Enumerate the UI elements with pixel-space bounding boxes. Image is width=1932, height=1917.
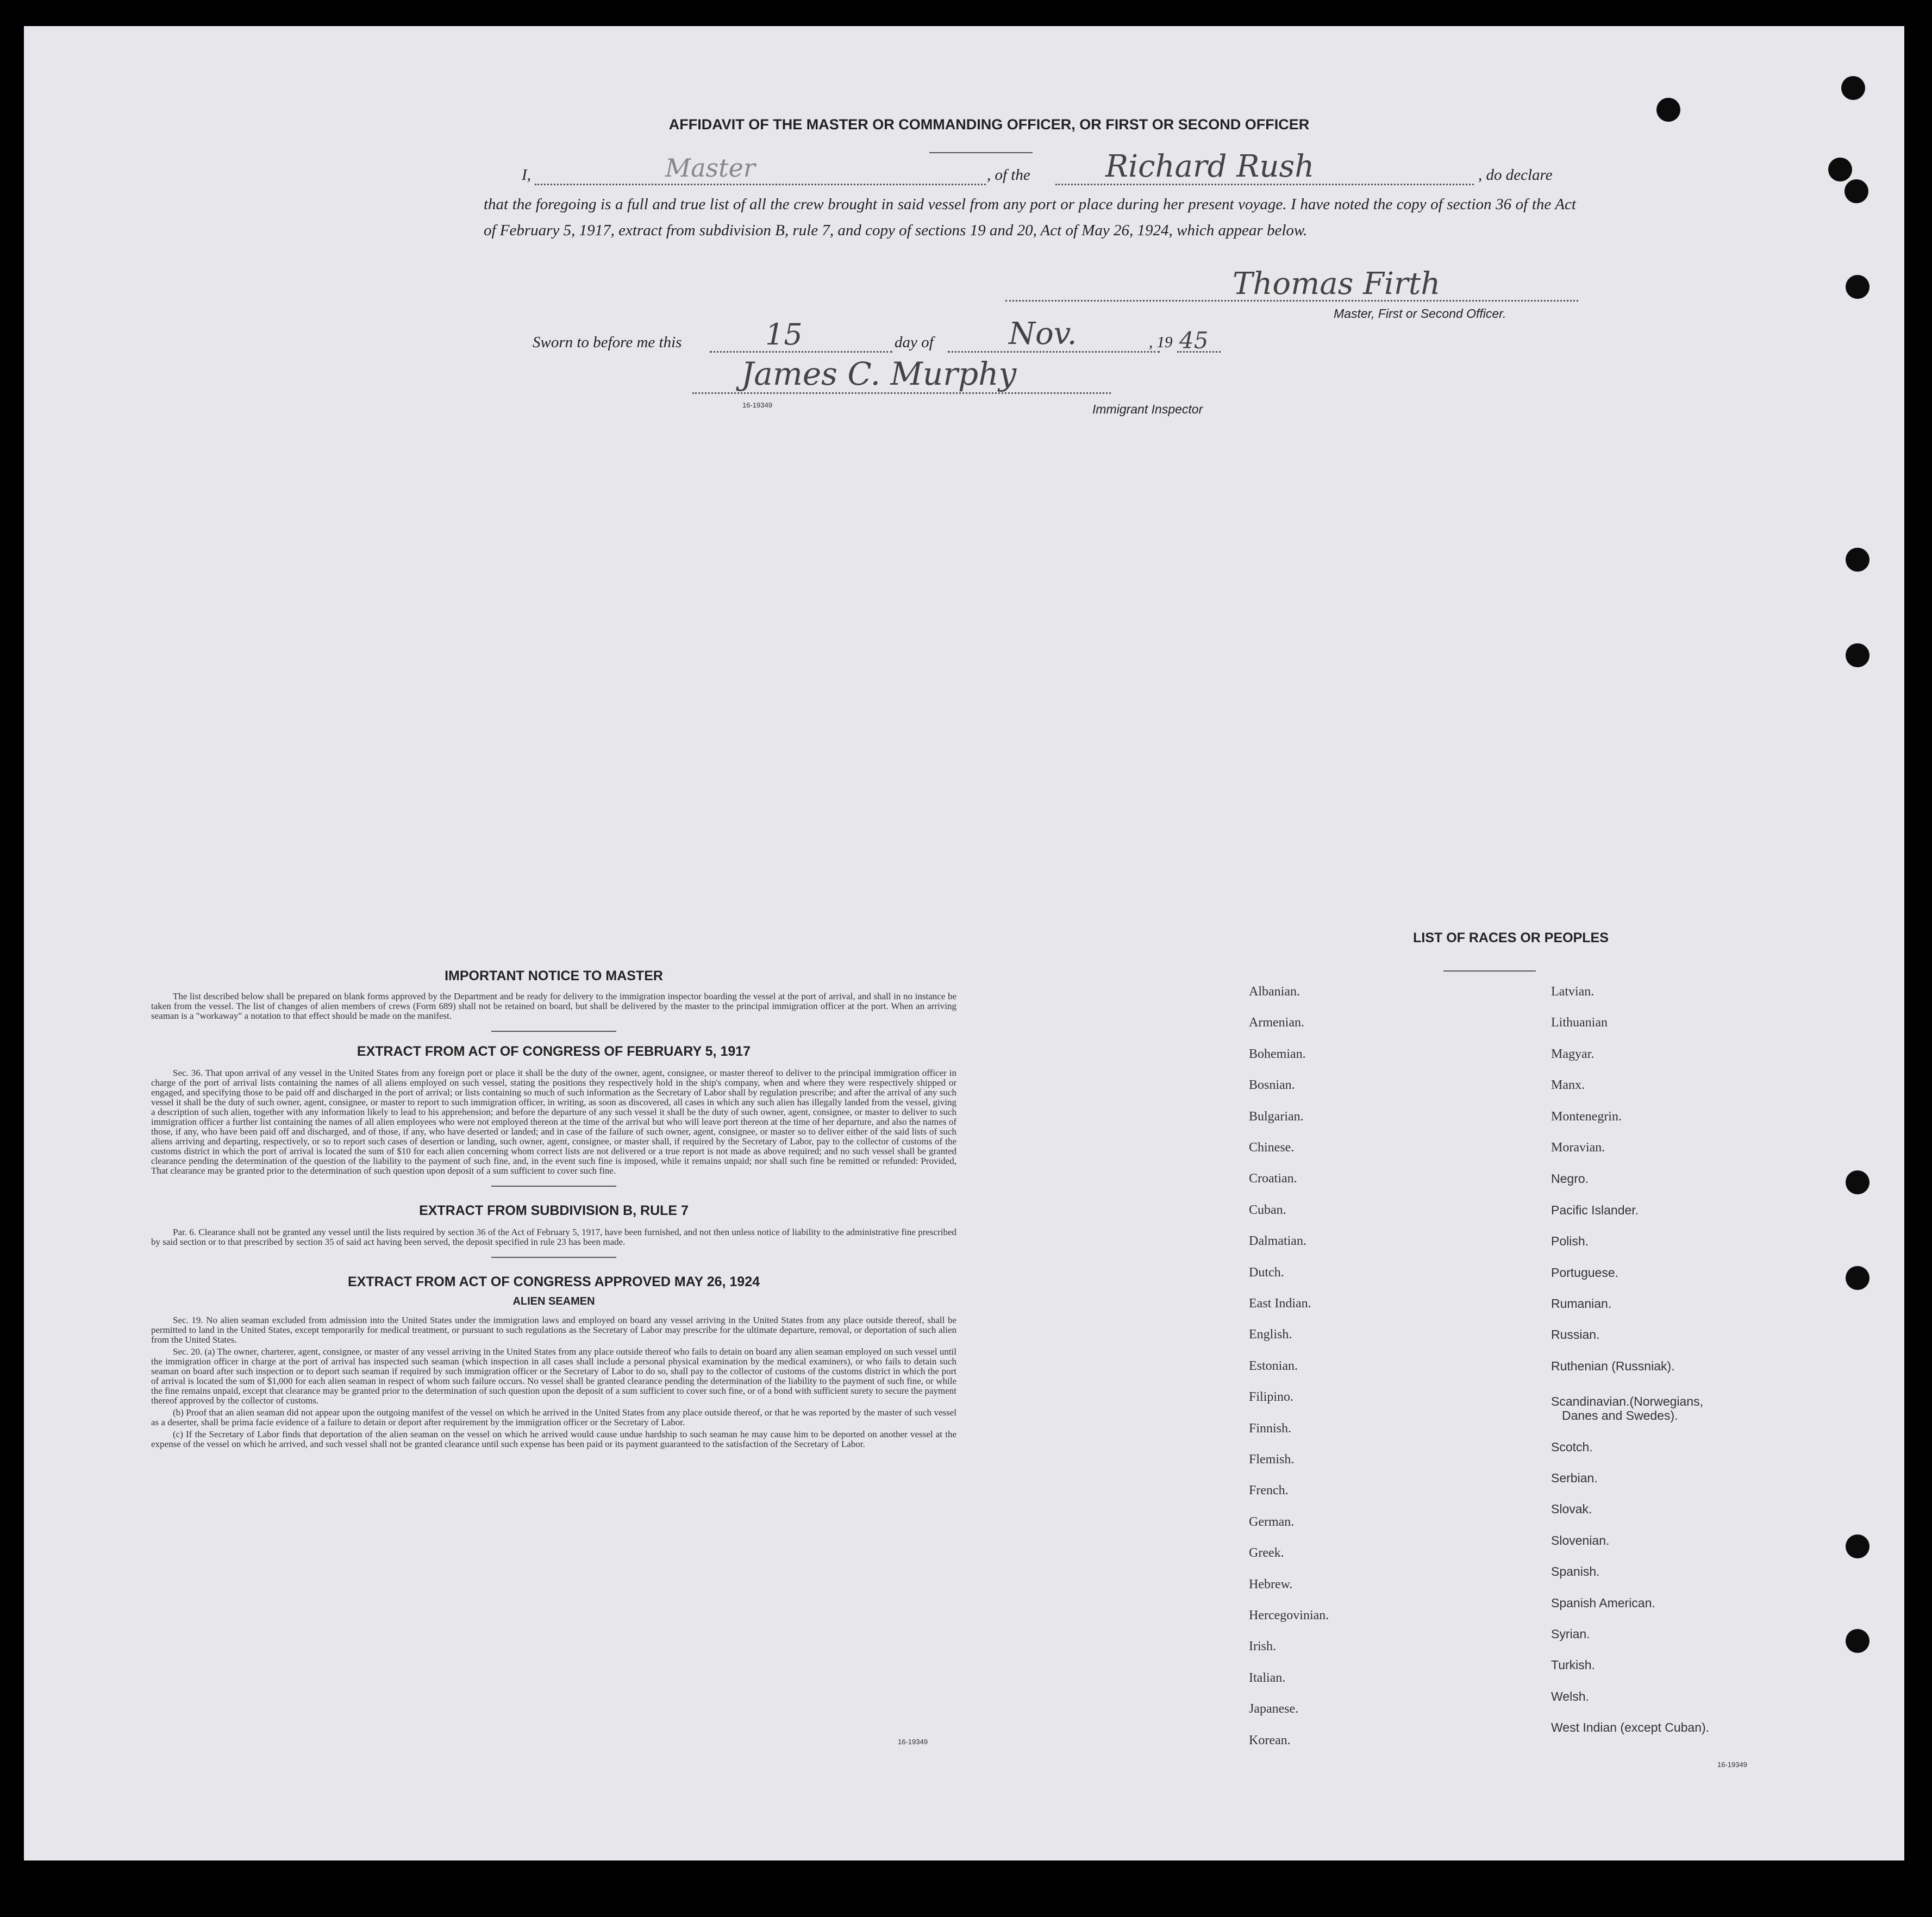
affidavit-body: that the foregoing is a full and true list of all the crew brought in said vessel from any port or place during her present voyage. I have noted the copy of section 36 of the Act of February 5, 1917, extract from subdivision B, rule 7, and copy of sections 19 and 20, Act of May 26, 1924, which appear below. (484, 196, 1576, 239)
race-item: Chinese. (1249, 1141, 1295, 1155)
race-item: Welsh. (1551, 1689, 1589, 1703)
race-item: Syrian. (1551, 1627, 1590, 1641)
year-suffix: 45 (1179, 327, 1209, 354)
race-item: Lithuanian (1551, 1016, 1608, 1030)
race-item: Albanian. (1249, 985, 1300, 999)
sec19-paragraph: Sec. 19. No alien seaman excluded from admission into the United States under the immigration laws and employed on board any vessel arriving in the United States from any place outside thereof, shall be permitted to land in the United States, except temporarily for medical treatment, or pursuant to such regulations as the Secretary of Labor may prescribe for the ultimate departure, removal, or deportation of such alien from the United States. (151, 1315, 956, 1345)
race-item: Spanish American. (1551, 1595, 1655, 1610)
race-item: Cuban. (1249, 1202, 1286, 1217)
notice-text (151, 992, 956, 1021)
race-item: Spanish. (1551, 1564, 1600, 1579)
race-item: Pacific Islander. (1551, 1202, 1639, 1217)
race-item: Serbian. (1551, 1471, 1598, 1485)
race-item: English. (1249, 1327, 1292, 1342)
punch-hole (1846, 643, 1870, 667)
form-number: 16-19349 (1717, 1761, 1747, 1769)
sec20b-paragraph: (b) Proof that an alien seaman did not appear upon the outgoing manifest of the vessel on which he arrived in the United States from any place outside thereof, or that he was reported by the master of such vessel as a deserter, shall be prima facie evidence of a failure to detain or deport after requirement by the immigration officer or the Secretary of Labor. (151, 1407, 956, 1427)
punch-hole (1656, 98, 1680, 122)
punch-hole (1846, 275, 1870, 299)
punch-hole (1845, 179, 1868, 203)
punch-hole (1846, 548, 1870, 572)
race-item: Bosnian. (1249, 1078, 1295, 1093)
race-item: French. (1249, 1483, 1289, 1498)
extract-1917-text (151, 1068, 956, 1176)
name-line (535, 184, 986, 185)
document-page (24, 26, 1904, 1860)
sworn-day: 15 (765, 317, 803, 352)
do-declare-label: , do declare (1478, 166, 1553, 184)
race-item: Scandinavian.(Norwegians, (1551, 1394, 1703, 1409)
form-number: 16-19349 (898, 1738, 928, 1746)
race-item: Montenegrin. (1551, 1109, 1622, 1124)
divider (491, 1031, 616, 1032)
race-item: Polish. (1551, 1234, 1589, 1249)
master-caption: Master, First or Second Officer. (1334, 306, 1506, 321)
extract-1917-paragraph: Sec. 36. That upon arrival of any vessel in the United States from any foreign port or place it shall be the duty of the owner, agent, consignee, or master thereof to deliver to the principal immigration officer in charge of the port of arrival lists containing the names of all aliens employed on such vessel, stating the positions they respectively hold in the ship's company, when and where they were respectively shipped or engaged, and specifying those to be paid off and discharged in the port of arrival; or lists containing so much of such information as the Secretary of Labor shall by regulation prescribe; and after the arrival of any such vessel it shall be the duty of such owner, agent, consignee, or master to report to such immigration officer, in writing, as soon as discovered, all cases in which any such alien has illegally landed from the vessel, giving a description of such alien, together with any information likely to lead to his apprehension; and before the departure of any such vessel it shall be the duty of such owner, agent, consignee, or master to deliver to such immigration officer a further list containing the names of all alien employees who were not employed thereon at the time of the arrival but who will leave port thereon at the time of her departure, and also the names of those, if any, who have been paid off and discharged, and of those, if any, who have deserted or landed; and in case of the failure of such owner, agent, consignee, or master so to deliver either of the said lists of such aliens arriving and departing, respectively, or so to report such cases of desertion or landing, such owner, agent, consignee, or master shall, if required by the Secretary of Labor, pay to the collector of customs of the customs district in which the port of arrival is located the sum of $10 for each alien concerning whom correct lists are not delivered or a true report is not made as above required; and no such vessel shall be granted clearance pending the determination of the question of the liability to the payment of such fine, and, in the event such fine is imposed, while it remains unpaid; nor shall such fine be remitted or refunded: Provided, That clearance may be granted prior to the determination of such question upon deposit of a sum sufficient to cover such fine. (151, 1068, 956, 1176)
of-the-label: , of the (987, 166, 1030, 184)
race-item: Danes and Swedes). (1562, 1408, 1678, 1423)
sworn-label: Sworn to before me this (533, 334, 682, 351)
race-item: Estonian. (1249, 1358, 1298, 1373)
race-item: Dalmatian. (1249, 1234, 1306, 1249)
race-item: Slovak. (1551, 1502, 1592, 1517)
race-item: Filipino. (1249, 1390, 1294, 1405)
race-item: German. (1249, 1514, 1295, 1529)
master-signature: Thomas Firth (1233, 266, 1441, 302)
subdivision-b-heading: EXTRACT FROM SUBDIVISION B, RULE 7 (419, 1203, 689, 1218)
race-item: West Indian (except Cuban). (1551, 1720, 1710, 1735)
race-item: Russian. (1551, 1327, 1600, 1342)
day-of-label: day of (895, 334, 934, 351)
race-item: Slovenian. (1551, 1533, 1610, 1548)
race-item: Magyar. (1551, 1047, 1595, 1061)
form-number: 16-19349 (742, 401, 772, 409)
divider (491, 1257, 616, 1258)
extract-1924-text (151, 1315, 956, 1449)
race-item: Manx. (1551, 1078, 1585, 1093)
name-value: Master (665, 153, 755, 183)
race-item: Flemish. (1249, 1452, 1295, 1467)
inspector-signature: James C. Murphy (741, 355, 1017, 392)
race-item: Croatian. (1249, 1172, 1297, 1186)
punch-hole (1828, 158, 1852, 181)
race-item: Dutch. (1249, 1265, 1284, 1280)
race-item: East Indian. (1249, 1296, 1311, 1311)
race-item: Korean. (1249, 1733, 1291, 1747)
race-item: Scotch. (1551, 1439, 1593, 1454)
sec20c-paragraph: (c) If the Secretary of Labor finds that deportation of the alien seaman on the vessel on which he arrived would cause undue hardship to such seaman he may cause him to be deported on another vessel at the expense of the vessel on which he arrived, and such vessel shall not be granted clearance until such expense has been paid or its payment guaranteed to the satisfaction of the Secretary of Labor. (151, 1429, 956, 1449)
affidavit-title: AFFIDAVIT OF THE MASTER OR COMMANDING OFFICER, OR FIRST OR SECOND OFFICER (668, 116, 1310, 133)
race-item: Irish. (1249, 1639, 1276, 1654)
race-item: Turkish. (1551, 1658, 1595, 1672)
race-item: Hercegovinian. (1249, 1608, 1329, 1622)
notice-section (151, 968, 956, 1451)
notice-paragraph: The list described below shall be prepared on blank forms approved by the Department and be ready for delivery to the immigration inspector boarding the vessel at the port of arrival, and shall in no instance be taken from the vessel. The list of changes of alien members of crews (Form 689) shall not be retained on board, but shall be delivered by the master to the principal immigration officer at the port. When an arriving seaman is a "workaway" a notation to that effect should be made on the manifest. (151, 991, 956, 1021)
subdivision-b-text (151, 1227, 956, 1247)
punch-hole (1846, 1266, 1870, 1290)
extract-1924-heading: EXTRACT FROM ACT OF CONGRESS APPROVED MAY 26, 1924 (347, 1274, 760, 1289)
race-item: Bohemian. (1249, 1047, 1306, 1061)
sworn-month: Nov. (1009, 316, 1077, 352)
race-item: Portuguese. (1551, 1265, 1619, 1280)
race-item: Italian. (1249, 1670, 1286, 1685)
divider (491, 1186, 616, 1187)
race-item: Moravian. (1551, 1141, 1605, 1155)
punch-hole (1846, 1170, 1870, 1194)
subdivision-b-paragraph: Par. 6. Clearance shall not be granted any vessel until the lists required by section 36 of the Act of February 5, 1917, have been furnished, and not then unless notice of liability to the administrative fine prescribed by said section or to that prescribed by section 35 of said act having been served, the deposit specified in rule 23 has been made. (151, 1227, 956, 1247)
race-item: Negro. (1551, 1172, 1589, 1186)
race-item: Hebrew. (1249, 1577, 1293, 1592)
vessel-value: Richard Rush (1105, 149, 1315, 184)
races-heading: LIST OF RACES OR PEOPLES (1413, 930, 1609, 945)
punch-hole (1846, 1534, 1870, 1558)
divider (929, 152, 1033, 153)
race-item: Bulgarian. (1249, 1109, 1304, 1124)
sec20a-paragraph: Sec. 20. (a) The owner, charterer, agent, consignee, or master of any vessel arriving in the United States from any place outside thereof who fails to detain on board any alien seaman employed on such vessel until the immigration officer in charge at the port of arrival has inspected such seaman (which inspection in all cases shall include a personal physical examination by the medical examiners), or who fails to detain such seaman on board after such inspection or to deport such seaman if required by such immigration officer or the Secretary of Labor to do so, shall pay to the collector of customs of the customs district in which the port of arrival is located the sum of $1,000 for each alien seaman in respect of whom such failure occurs. No vessel shall be granted clearance pending the determination of the liability to the payment of such fine, or while the fine remains unpaid, except that clearance may be granted prior to the determination of such question upon the deposit of a sum sufficient to cover such fine, or of a bond with sufficient surety to secure the payment thereof approved by the collector of customs. (151, 1346, 956, 1406)
race-item: Japanese. (1249, 1702, 1299, 1716)
race-item: Finnish. (1249, 1421, 1292, 1436)
race-item: Latvian. (1551, 985, 1595, 999)
notice-heading: IMPORTANT NOTICE TO MASTER (445, 968, 663, 983)
extract-1924-subheading: ALIEN SEAMEN (512, 1295, 595, 1307)
affidavit-i-label: I, (522, 166, 531, 184)
race-item: Ruthenian (Russniak). (1551, 1358, 1675, 1373)
inspector-caption: Immigrant Inspector (1092, 402, 1203, 416)
race-item: Armenian. (1249, 1016, 1304, 1030)
punch-hole (1841, 76, 1865, 100)
divider (1443, 970, 1536, 972)
extract-1917-heading: EXTRACT FROM ACT OF CONGRESS OF FEBRUARY 5, 1917 (357, 1044, 751, 1059)
year-prefix: , 19 (1149, 334, 1173, 351)
race-item: Greek. (1249, 1546, 1284, 1561)
punch-hole (1846, 1629, 1870, 1653)
inspector-signature-line (692, 392, 1111, 394)
race-item: Rumanian. (1551, 1296, 1612, 1311)
